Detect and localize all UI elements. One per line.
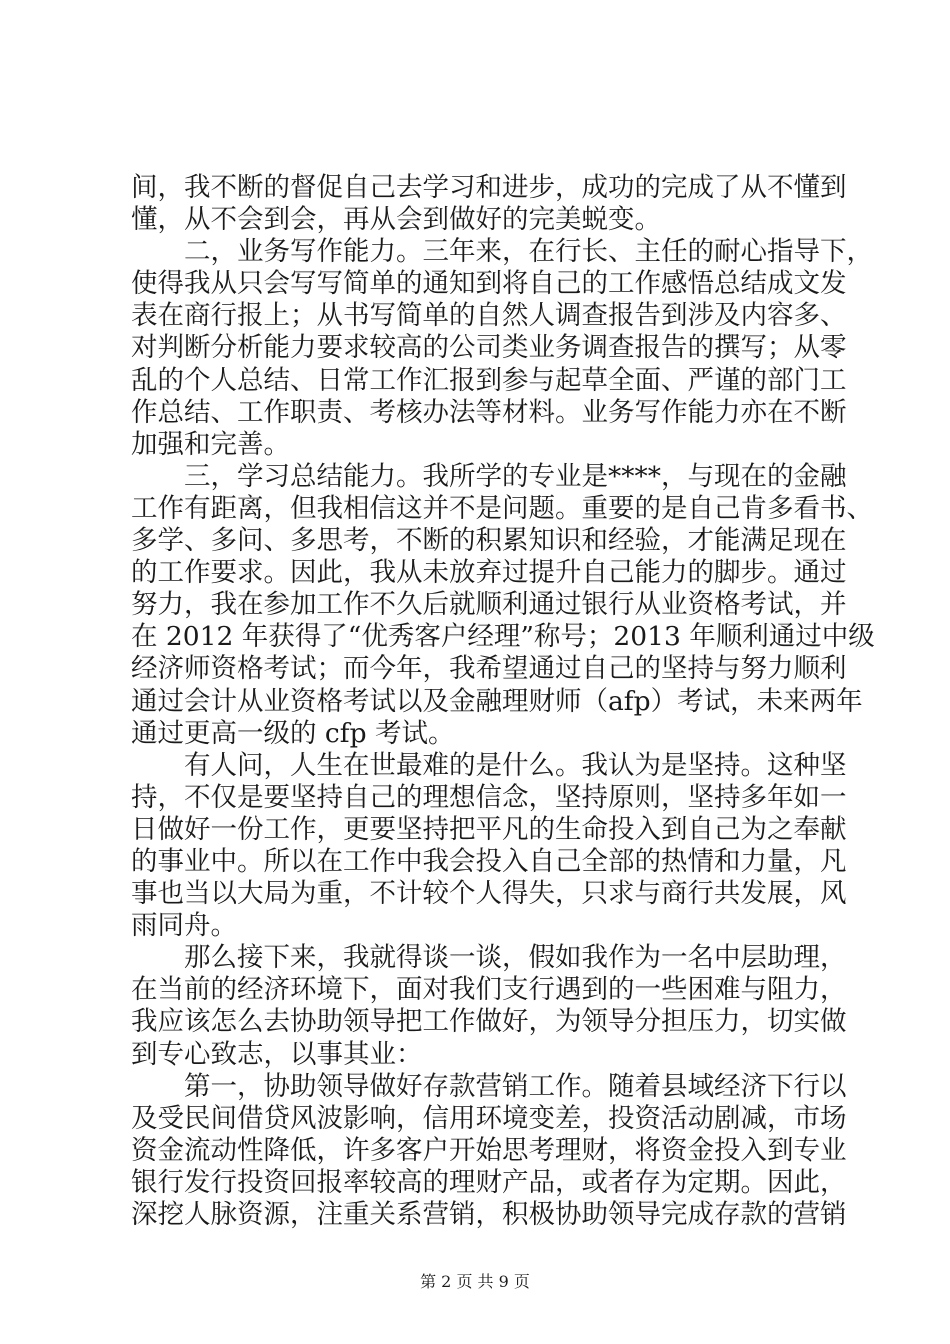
text-line: 懂，从不会到会，再从会到做好的完美蜕变。 (131, 204, 661, 236)
text-line: 通过更高一级的 cfp 考试。 (131, 717, 455, 749)
text-line: 事也当以大局为重，不计较个人得失，只求与商行共发展，风 (131, 878, 847, 910)
text-line: 加强和完善。 (131, 428, 290, 460)
text-line: 的工作要求。因此，我从未放弃过提升自己能力的脚步。通过 (131, 557, 847, 589)
document-body (131, 172, 875, 1231)
text-line: 间，我不断的督促自己去学习和进步，成功的完成了从不懂到 (131, 172, 847, 203)
text-line: 我应该怎么去协助领导把工作做好，为领导分担压力，切实做 (131, 1006, 847, 1038)
text-line: 深挖人脉资源，注重关系营销，积极协助领导完成存款的营销 (131, 1199, 847, 1230)
text-line: 雨同舟。 (131, 910, 237, 942)
text-line: 日做好一份工作，更要坚持把平凡的生命投入到自己为之奉献 (131, 813, 847, 845)
text-line: 那么接下来，我就得谈一谈，假如我作为一名中层助理， (131, 942, 847, 974)
text-line: 持，不仅是要坚持自己的理想信念，坚持原则，坚持多年如一 (131, 781, 847, 813)
text-line: 在 2012 年获得了“优秀客户经理”称号；2013 年顺利通过中级 (131, 621, 875, 653)
text-line: 有人问，人生在世最难的是什么。我认为是坚持。这种坚 (131, 749, 847, 781)
text-line: 第一，协助领导做好存款营销工作。随着县域经济下行以 (131, 1070, 847, 1102)
text-line: 的事业中。所以在工作中我会投入自己全部的热情和力量，凡 (131, 845, 847, 877)
page-footer: 第 2 页 共 9 页 (420, 1272, 530, 1291)
text-line: 工作有距离，但我相信这并不是问题。重要的是自己肯多看书、 (131, 492, 873, 524)
text-line: 到专心致志，以事其业： (131, 1038, 423, 1070)
text-line: 对判断分析能力要求较高的公司类业务调查报告的撰写；从零 (131, 332, 847, 364)
text-line: 表在商行报上；从书写简单的自然人调查报告到涉及内容多、 (131, 300, 847, 332)
text-line: 乱的个人总结、日常工作汇报到参与起草全面、严谨的部门工 (131, 364, 847, 396)
text-line: 及受民间借贷风波影响，信用环境变差，投资活动剧减，市场 (131, 1102, 847, 1134)
text-line: 作总结、工作职责、考核办法等材料。业务写作能力亦在不断 (131, 396, 847, 428)
text-line: 银行发行投资回报率较高的理财产品，或者存为定期。因此， (131, 1166, 847, 1198)
text-line: 三，学习总结能力。我所学的专业是****，与现在的金融 (131, 460, 847, 492)
text-line: 努力，我在参加工作不久后就顺利通过银行从业资格考试，并 (131, 589, 847, 621)
text-line: 经济师资格考试；而今年，我希望通过自己的坚持与努力顺利 (131, 653, 847, 685)
text-line: 通过会计从业资格考试以及金融理财师（afp）考试，未来两年 (131, 685, 863, 717)
text-line: 资金流动性降低，许多客户开始思考理财，将资金投入到专业 (131, 1134, 847, 1166)
text-line: 在当前的经济环境下，面对我们支行遇到的一些困难与阻力， (131, 974, 847, 1006)
text-line: 多学、多问、多思考，不断的积累知识和经验，才能满足现在 (131, 525, 847, 557)
text-line: 使得我从只会写写简单的通知到将自己的工作感悟总结成文发 (131, 268, 847, 300)
text-line: 二，业务写作能力。三年来，在行长、主任的耐心指导下， (131, 236, 873, 268)
